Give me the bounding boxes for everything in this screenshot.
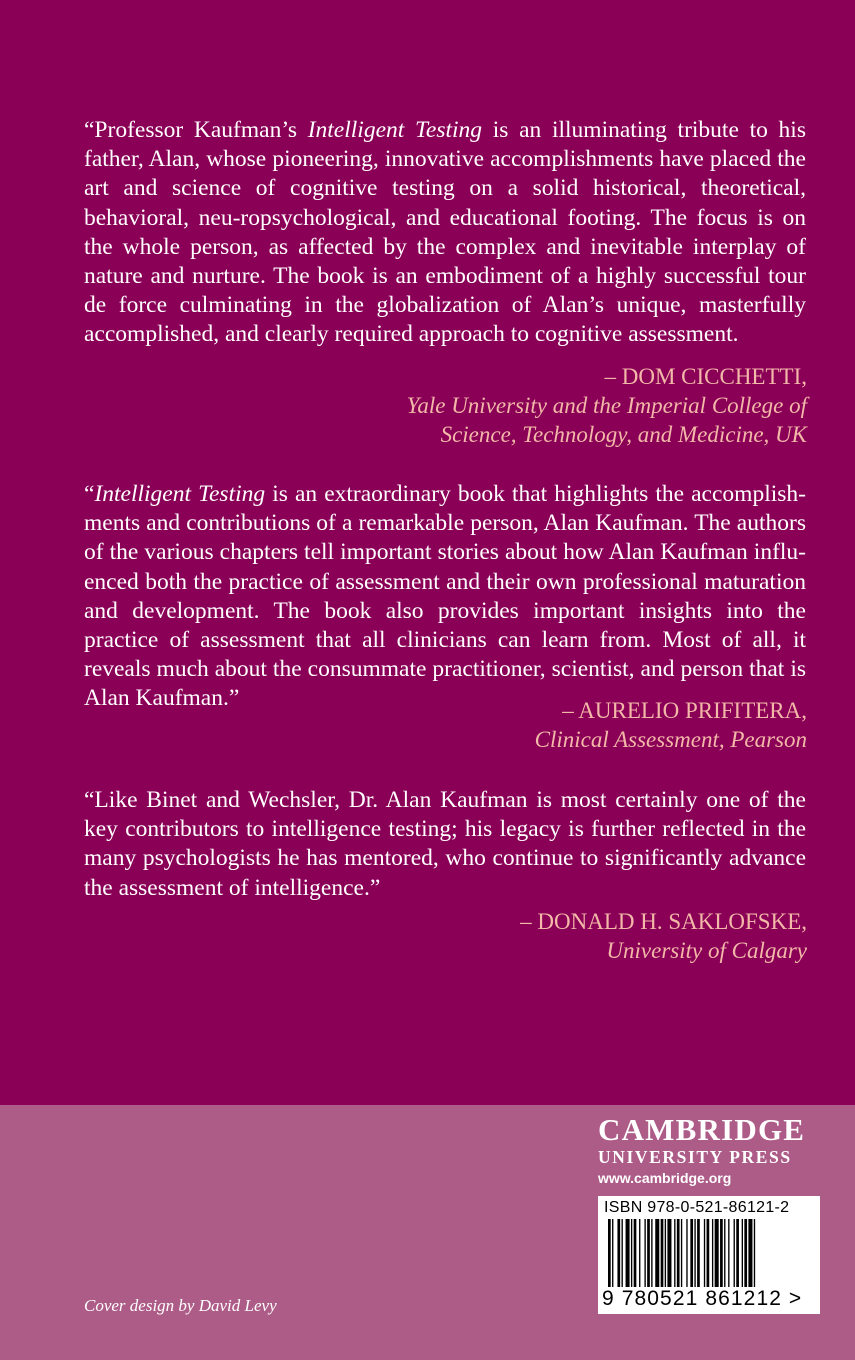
isbn-label: ISBN 978-0-521-86121-2	[604, 1199, 790, 1216]
publisher-logo	[598, 1113, 820, 1189]
publisher-url: www.cambridge.org	[598, 1170, 732, 1186]
barcode-bar	[697, 1219, 700, 1287]
barcode-bar	[674, 1219, 675, 1287]
attribution-affiliation: Clinical Assessment, Pearson	[534, 727, 807, 752]
attribution-prifitera	[535, 696, 807, 754]
book-title-italic: Intelligent Testing	[94, 481, 266, 507]
attribution-name: – DONALD H. SAKLOFSKE,	[520, 909, 807, 934]
barcode-bar	[704, 1219, 705, 1287]
cover-design-credit: Cover design by David Levy	[84, 1296, 277, 1315]
quote-saklofske	[84, 786, 806, 903]
barcode-bar	[712, 1219, 713, 1287]
barcode-bar	[617, 1219, 620, 1287]
attribution-cicchetti	[407, 362, 807, 449]
barcode-bar	[626, 1219, 630, 1287]
quote-text: is an extraordinary book that highlights the accomplish-ments and contributions of a remarkable person, Alan Kaufman. The authors of the various chapters tell important stories about how Alan Kaufman influ-enced both the practice of assessment and their own professional maturation and development. The book also provides important insights into the practice of assessment that all clinicians can learn from. Most of all, it reveals much about the consummate practitioner, scientist, and person that is Alan Kaufman.”	[84, 481, 806, 712]
barcode-bar	[634, 1219, 637, 1287]
barcode-bar	[754, 1219, 755, 1287]
barcode-bar	[736, 1219, 739, 1287]
barcode-bar	[677, 1219, 680, 1287]
barcode-bar	[665, 1219, 666, 1287]
quote-text: is an illuminating tribute to his father, Alan, whose pioneering, innovative accomplishments have placed the art and science of cognitive testing on a solid historical, theoretical, behavioral, neu-ropsychological, and educational footing. The focus is on the whole person, as affected by the complex and inevitable interplay of nature and nurture. The book is an embodiment of a highly successful tour de force culminating in the globalization of Alan’s unique, masterfully accomplished, and clearly required approach to cognitive assessment.	[84, 117, 806, 348]
barcode-bar	[724, 1219, 725, 1287]
barcode-bar	[622, 1219, 623, 1287]
barcode-bar	[744, 1219, 747, 1287]
barcode-bar	[661, 1219, 664, 1287]
attribution-affiliation: Science, Technology, and Medicine, UK	[440, 422, 807, 447]
quote-prifitera	[84, 480, 806, 714]
barcode-bar	[681, 1219, 682, 1287]
attribution-name: – AURELIO PRIFITERA,	[562, 698, 807, 723]
barcode-digits: 9 780521 861212 >	[602, 1287, 803, 1310]
quote-text: “	[84, 481, 95, 507]
publisher-name: CAMBRIDGE	[598, 1112, 806, 1147]
quote-cicchetti	[84, 116, 806, 350]
quote-text: “Professor Kaufman’s	[84, 117, 308, 143]
barcode-bar	[639, 1219, 640, 1287]
barcode-bar	[631, 1219, 632, 1287]
barcode-bar	[644, 1219, 645, 1287]
barcode-bar	[651, 1219, 652, 1287]
book-title-italic: Intelligent Testing	[307, 117, 483, 143]
isbn-barcode	[598, 1196, 820, 1314]
barcode-bar	[728, 1219, 729, 1287]
barcode-bar	[690, 1219, 693, 1287]
barcode-bar	[707, 1219, 710, 1287]
barcode-bar	[715, 1219, 719, 1287]
barcode-bar	[734, 1219, 735, 1287]
barcode-bar	[647, 1219, 650, 1287]
barcode-bars	[606, 1219, 812, 1287]
barcode-bar	[655, 1219, 659, 1287]
attribution-affiliation: Yale University and the Imperial College of	[406, 393, 807, 418]
barcode-bar	[694, 1219, 695, 1287]
barcode-bar	[742, 1219, 743, 1287]
quote-text: “Like Binet and Wechsler, Dr. Alan Kaufman is most certainly one of the key contributors to intelligence testing; his legacy is further reflected in the many psychologists he has mentored, who continue to significantly advance the assessment of intelligence.”	[84, 787, 806, 901]
attribution-affiliation: University of Calgary	[606, 938, 807, 963]
barcode-bar	[748, 1219, 752, 1287]
barcode-bar	[608, 1219, 611, 1287]
attribution-saklofske	[520, 907, 807, 965]
attribution-name: – DOM CICCHETTI,	[604, 364, 807, 389]
barcode-bar	[686, 1219, 687, 1287]
publisher-subtitle: UNIVERSITY PRESS	[598, 1147, 792, 1167]
barcode-bar	[667, 1219, 671, 1287]
barcode-bar	[612, 1219, 613, 1287]
barcode-bar	[720, 1219, 723, 1287]
